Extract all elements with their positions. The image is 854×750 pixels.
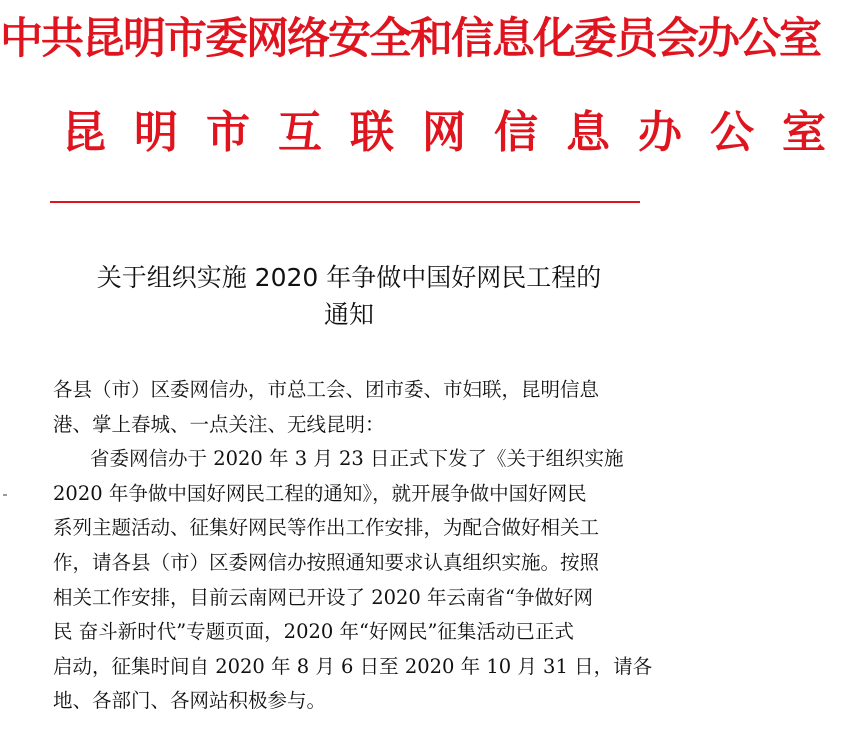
body-line: 2020 年争做中国好网民工程的通知》，就开展争做中国好网民 [53,481,587,505]
body-line: 港、掌上春城、一点关注、无线昆明： [53,412,385,436]
title-line-2: 通知 [323,300,374,329]
body-line: 省委网信办于 2020 年 3 月 23 日正式下发了《关于组织实施 [90,447,624,471]
body-line: 各县（市）区委网信办，市总工会、团市委、市妇联，昆明信息 [53,378,600,401]
margin-mark [3,494,7,496]
issuing-org-line-1: 中共昆明市委网络安全和信息化委员会办公室 [0,14,820,64]
issuing-org-line-2: 昆明市互联网信息办公室 [62,107,854,158]
document-body [53,373,653,719]
title-line-1: 关于组织实施 2020 年争做中国好网民工程的 [96,263,602,292]
body-line: 地、各部门、各网站积极参与。 [53,689,327,713]
body-line: 系列主题活动、征集好网民等作出工作安排，为配合做好相关工 [53,516,600,540]
document-title [40,259,658,333]
body-line: 相关工作安排，目前云南网已开设了 2020 年云南省“争做好网 [53,585,593,609]
body-line: 作，请各县（市）区委网信办按照通知要求认真组织实施。按照 [53,550,600,574]
red-header-divider [50,201,640,203]
body-line: 民 奋斗新时代”专题页面，2020 年“好网民”征集活动已正式 [53,620,574,644]
body-line: 启动，征集时间自 2020 年 8 月 6 日至 2020 年 10 月 31 日，请各 [53,654,653,678]
